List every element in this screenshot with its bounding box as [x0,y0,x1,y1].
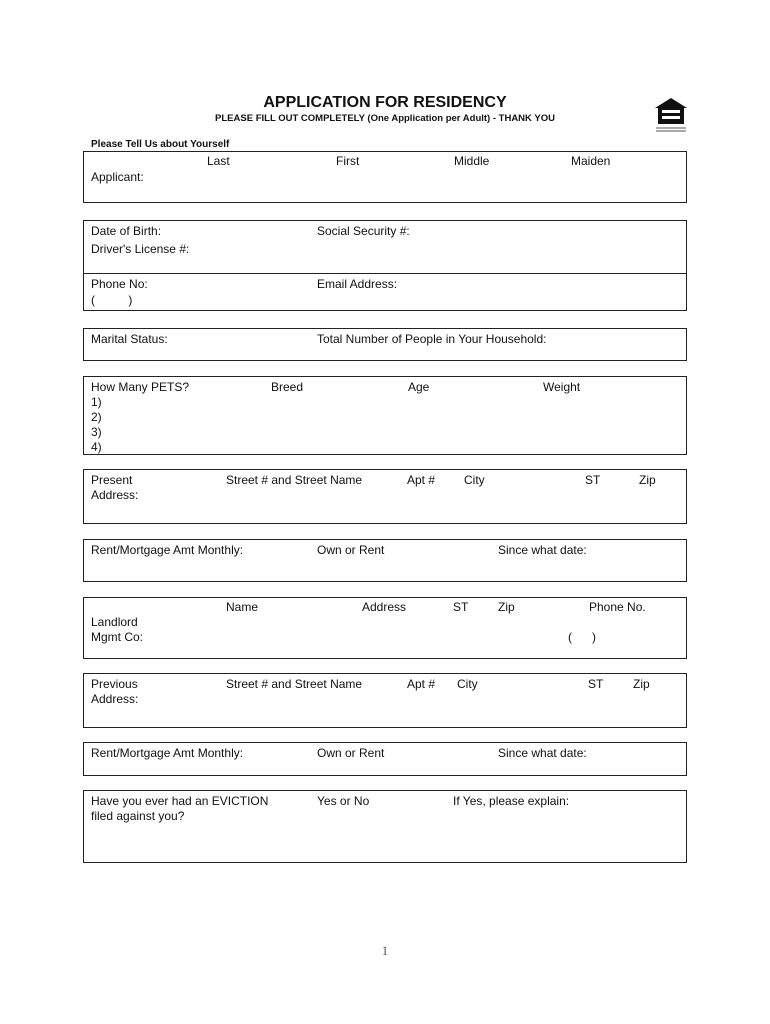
apt-label: Apt # [407,473,436,487]
prev-zip-label: Zip [633,677,650,691]
first-name-label: First [336,154,360,168]
equal-housing-opportunity-icon [653,97,689,133]
prev-street-label: Street # and Street Name [226,677,363,691]
phone-parens: ( ) [91,293,133,307]
maiden-name-label: Maiden [571,154,611,168]
previous-address-label: Address: [91,692,139,706]
middle-name-label: Middle [454,154,490,168]
eviction-question: Have you ever had an EVICTION [91,794,269,808]
phone-label: Phone No: [91,277,148,291]
page-title: APPLICATION FOR RESIDENCY [263,94,507,111]
yes-no-label: Yes or No [317,794,370,808]
applicant-label: Applicant: [91,170,144,184]
last-name-label: Last [207,154,230,168]
age-label: Age [408,380,430,394]
landlord-address-label: Address [362,600,407,614]
present-label: Present [91,473,133,487]
landlord-phone-label: Phone No. [589,600,646,614]
landlord-label: Landlord [91,615,138,629]
prev-own-rent-label: Own or Rent [317,746,385,760]
pet-row: 1) [91,395,102,409]
rent-amount-label: Rent/Mortgage Amt Monthly: [91,543,244,557]
eviction-question-cont: filed against you? [91,809,185,823]
explain-label: If Yes, please explain: [453,794,570,808]
breed-label: Breed [271,380,304,394]
email-label: Email Address: [317,277,398,291]
prev-since-date-label: Since what date: [498,746,587,760]
marital-status-label: Marital Status: [91,332,168,346]
prev-state-label: ST [588,677,604,691]
pet-row: 3) [91,425,102,439]
page-number: 1 [381,943,389,958]
pet-row: 2) [91,410,102,424]
section-heading: Please Tell Us about Yourself [91,139,230,150]
ssn-label: Social Security #: [317,224,410,238]
page-subtitle: PLEASE FILL OUT COMPLETELY (One Application per Adult) - THANK YOU [215,113,555,124]
street-label: Street # and Street Name [226,473,363,487]
prev-city-label: City [457,677,478,691]
present-address-label: Address: [91,488,139,502]
state-label: ST [585,473,601,487]
landlord-state-label: ST [453,600,469,614]
license-label: Driver's License #: [91,242,190,256]
own-rent-label: Own or Rent [317,543,385,557]
city-label: City [464,473,485,487]
pet-row: 4) [91,440,102,454]
household-count-label: Total Number of People in Your Household: [317,332,547,346]
landlord-zip-label: Zip [498,600,515,614]
prev-rent-amount-label: Rent/Mortgage Amt Monthly: [91,746,244,760]
zip-label: Zip [639,473,656,487]
mgmt-co-label: Mgmt Co: [91,630,144,644]
weight-label: Weight [543,380,581,394]
landlord-phone-parens: ( ) [568,630,596,644]
previous-label: Previous [91,677,138,691]
landlord-name-label: Name [226,600,259,614]
dob-label: Date of Birth: [91,224,162,238]
prev-apt-label: Apt # [407,677,436,691]
since-date-label: Since what date: [498,543,587,557]
pets-label: How Many PETS? [91,380,190,394]
